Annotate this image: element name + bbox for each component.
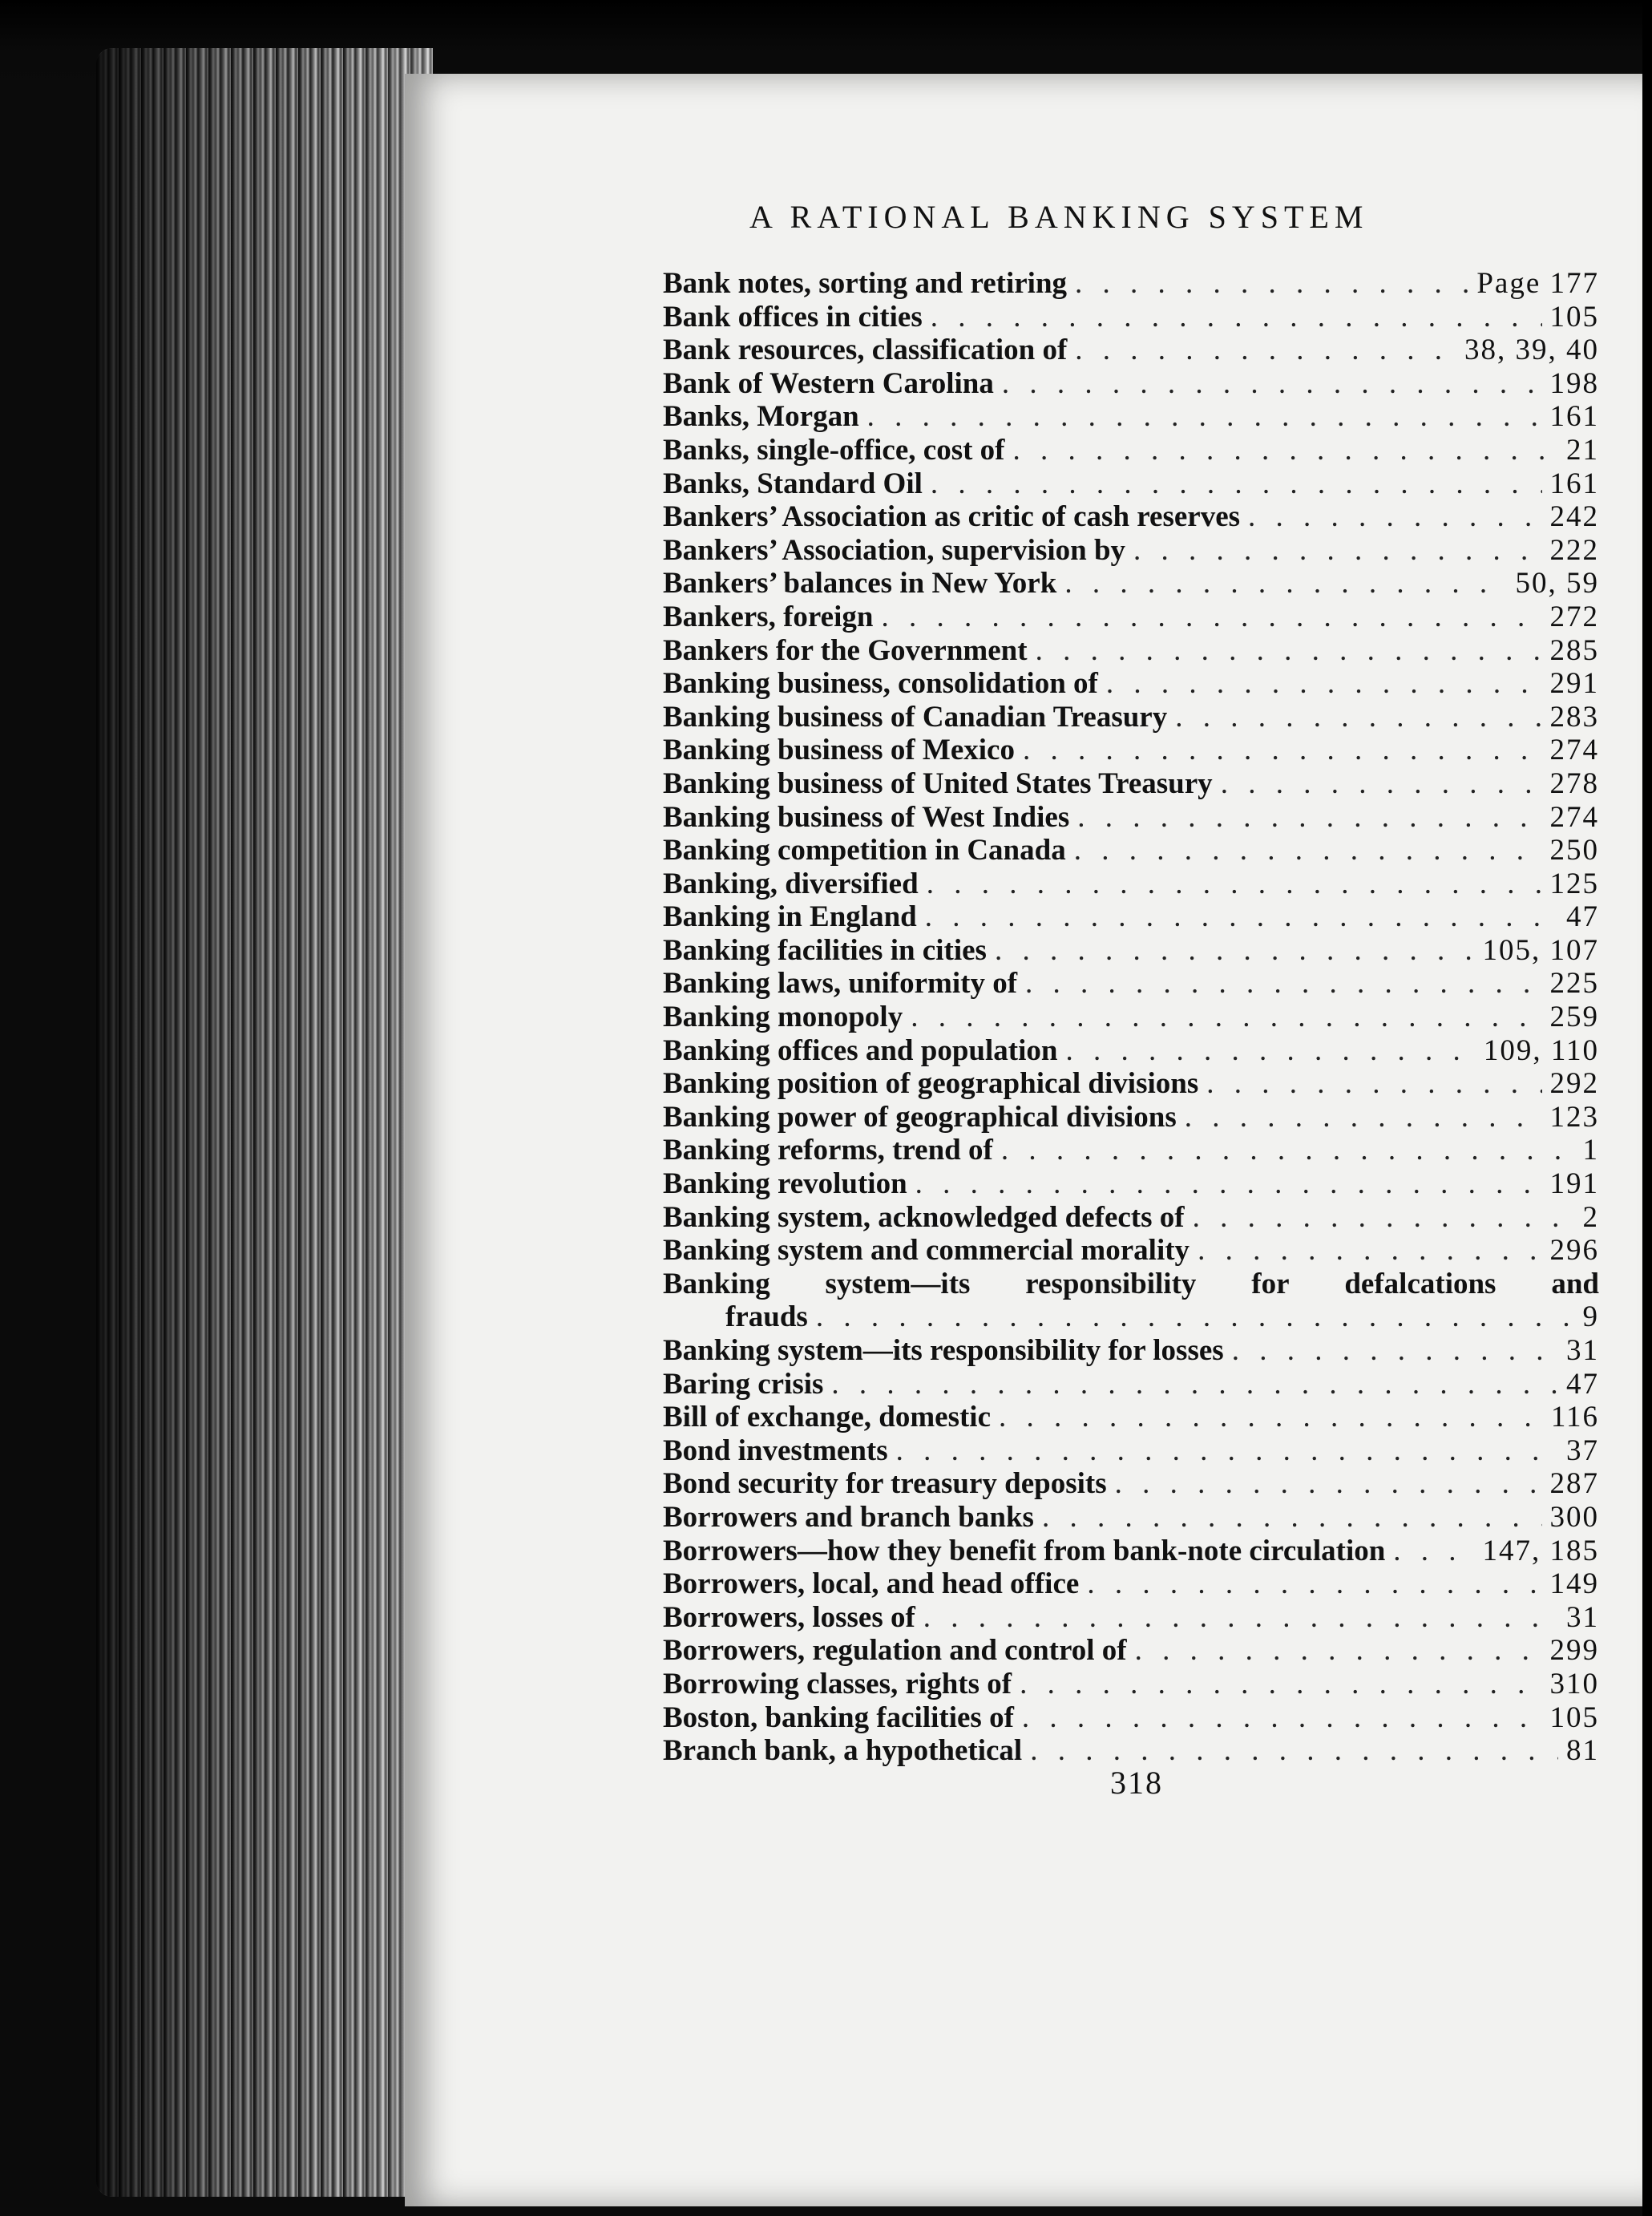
index-term: Banking system—its responsibility for losses <box>663 1334 1224 1367</box>
index-page-ref: 31 <box>1566 1600 1599 1634</box>
index-entry <box>663 566 1599 600</box>
index-entry <box>663 499 1599 533</box>
dot-leader <box>925 900 1558 933</box>
index-term: Banking business of Mexico <box>663 734 1015 766</box>
index-term: Banking monopoly <box>663 1001 903 1033</box>
book-page <box>405 74 1652 2206</box>
index-entry <box>663 1100 1599 1134</box>
index-term: Banking in England <box>663 900 917 933</box>
index-term-word: defalcations <box>1344 1267 1496 1300</box>
index-page-ref: 292 <box>1549 1067 1599 1100</box>
dot-leader <box>1002 366 1542 400</box>
index-page-ref: 9 <box>1582 1300 1599 1333</box>
index-entry <box>663 1033 1599 1067</box>
dot-leader <box>1232 1333 1558 1367</box>
index-entry-continuation <box>663 1300 1599 1333</box>
index-term: Banking, diversified <box>663 867 919 900</box>
index-entry <box>663 1200 1599 1234</box>
index-entry <box>663 1700 1599 1734</box>
index-page-ref: 274 <box>1549 800 1599 834</box>
index-entry <box>663 433 1599 467</box>
index-term: Bill of exchange, domestic <box>663 1401 992 1434</box>
index-term: Banking system, acknowledged defects of <box>663 1200 1185 1234</box>
dot-leader <box>1193 1200 1575 1234</box>
index-page-ref: 259 <box>1549 1001 1599 1033</box>
index-entry <box>663 733 1599 766</box>
index-page-ref: 191 <box>1549 1167 1599 1200</box>
index-page-ref: 250 <box>1549 834 1599 867</box>
index-term-word: for <box>1251 1267 1290 1300</box>
dot-leader <box>1074 833 1542 867</box>
dot-leader <box>927 867 1542 900</box>
dot-leader <box>1022 1700 1542 1734</box>
index-entry <box>663 600 1599 633</box>
dot-leader <box>831 1367 1558 1401</box>
dot-leader <box>1025 966 1541 1000</box>
index-term: Banks, Standard Oil <box>663 467 923 500</box>
index-page-ref: 149 <box>1549 1567 1599 1600</box>
scan-border <box>1642 0 1652 2216</box>
index-page-ref: 225 <box>1549 967 1599 1001</box>
dot-leader <box>1036 633 1542 667</box>
index-entry <box>663 467 1599 500</box>
index-page-ref: 37 <box>1566 1434 1599 1467</box>
index-term: Bankers for the Government <box>663 633 1028 667</box>
index-term: Borrowers, local, and head office <box>663 1567 1080 1600</box>
index-entry <box>663 333 1599 366</box>
dot-leader <box>896 1434 1558 1467</box>
index-page-ref: 278 <box>1549 766 1599 800</box>
index-page-ref: 242 <box>1549 500 1599 533</box>
index-term: Bond investments <box>663 1434 888 1467</box>
index-page-ref: 222 <box>1549 533 1599 567</box>
index-entry <box>663 766 1599 800</box>
dot-leader <box>1030 1733 1558 1767</box>
index-term-word: responsibility <box>1025 1267 1197 1300</box>
index-term: Boston, banking facilities of <box>663 1700 1014 1734</box>
index-term: Banking position of geographical divisions <box>663 1067 1199 1100</box>
dot-leader <box>1175 700 1541 734</box>
dot-leader <box>1135 1633 1542 1667</box>
index-entry <box>663 1534 1599 1567</box>
index-page-ref: 105 <box>1549 1700 1599 1734</box>
index-term: Branch bank, a hypothetical <box>663 1734 1023 1767</box>
index-term: Bank offices in cities <box>663 300 923 334</box>
index-page-ref: 105 <box>1549 300 1599 334</box>
index-term: Banking business of West Indies <box>663 800 1070 834</box>
index-page-ref: 50, 59 <box>1515 567 1599 600</box>
index-term: Banking competition in Canada <box>663 834 1066 867</box>
index-page-ref: 299 <box>1549 1634 1599 1667</box>
index-page-ref: 296 <box>1549 1234 1599 1267</box>
index-entry <box>663 266 1599 300</box>
index-term: frauds <box>725 1300 808 1333</box>
index-entry <box>663 300 1599 334</box>
index-entry <box>663 1600 1599 1634</box>
index-entry <box>663 1233 1599 1267</box>
index-page-ref: Page 177 <box>1476 267 1599 300</box>
dot-leader <box>1185 1100 1542 1134</box>
index-page-ref: 81 <box>1566 1734 1599 1767</box>
index-term: Borrowers, losses of <box>663 1600 915 1634</box>
index-entry <box>663 833 1599 867</box>
index-page-ref: 125 <box>1549 867 1599 900</box>
index-term: Banking reforms, trend of <box>663 1134 993 1167</box>
index-entry-wrapped-line <box>663 1267 1599 1300</box>
index-entry <box>663 1500 1599 1534</box>
index-term: Bankers’ balances in New York <box>663 567 1057 600</box>
index-term: Banking power of geographical divisions <box>663 1100 1177 1134</box>
dot-leader <box>1206 1066 1541 1100</box>
index-page-ref: 147, 185 <box>1482 1534 1599 1567</box>
running-head: A RATIONAL BANKING SYSTEM <box>749 199 1369 235</box>
index-page-ref: 105, 107 <box>1482 933 1599 967</box>
index-term: Banking revolution <box>663 1167 907 1200</box>
index-entry <box>663 1167 1599 1200</box>
index-entry <box>663 1000 1599 1033</box>
index-page-ref: 272 <box>1549 600 1599 633</box>
dot-leader <box>867 399 1542 433</box>
index-page-ref: 2 <box>1582 1200 1599 1234</box>
dot-leader <box>999 1400 1543 1434</box>
dot-leader <box>1115 1466 1542 1500</box>
index-page-ref: 161 <box>1549 400 1599 433</box>
index-term: Bankers’ Association as critic of cash reserves <box>663 500 1241 533</box>
index-entry <box>663 800 1599 834</box>
index-term: Banks, single-office, cost of <box>663 433 1005 467</box>
index-entry <box>663 366 1599 400</box>
index-term-word: and <box>1551 1267 1599 1300</box>
index-page-ref: 291 <box>1549 667 1599 700</box>
index-entry <box>663 1333 1599 1367</box>
dot-leader <box>1133 533 1541 567</box>
index-page-ref: 198 <box>1549 366 1599 400</box>
page-number: 318 <box>1110 1765 1163 1801</box>
index-page-ref: 47 <box>1566 1367 1599 1401</box>
dot-leader <box>1001 1133 1575 1167</box>
index-term: Banking facilities in cities <box>663 933 987 967</box>
dot-leader <box>995 933 1475 967</box>
index-page-ref: 310 <box>1549 1667 1599 1700</box>
dot-leader <box>911 1000 1541 1033</box>
dot-leader <box>931 300 1542 334</box>
index-term: Baring crisis <box>663 1367 824 1401</box>
index-entry <box>663 1667 1599 1700</box>
index-page-ref: 1 <box>1582 1134 1599 1167</box>
index-term: Banks, Morgan <box>663 400 859 433</box>
dot-leader <box>1020 1667 1541 1700</box>
index-entry <box>663 900 1599 933</box>
index-entry <box>663 1066 1599 1100</box>
index-entry <box>663 1133 1599 1167</box>
index-term: Bank resources, classification of <box>663 334 1068 366</box>
index-term: Banking business of Canadian Treasury <box>663 700 1168 734</box>
index-page-ref: 116 <box>1550 1401 1599 1434</box>
index-term: Bankers’ Association, supervision by <box>663 533 1126 567</box>
index-term: Banking offices and population <box>663 1033 1058 1067</box>
index-page-ref: 123 <box>1549 1100 1599 1134</box>
dot-leader <box>1198 1233 1541 1267</box>
index-entry <box>663 1633 1599 1667</box>
index-entry <box>663 1466 1599 1500</box>
index-entry <box>663 867 1599 900</box>
index-page-ref: 300 <box>1549 1500 1599 1534</box>
dot-leader <box>1013 433 1559 467</box>
index-list <box>663 266 1599 1767</box>
index-page-ref: 31 <box>1566 1334 1599 1367</box>
index-term: Borrowers, regulation and control of <box>663 1634 1127 1667</box>
index-entry <box>663 633 1599 667</box>
index-term: Bank of Western Carolina <box>663 366 994 400</box>
index-entry <box>663 1400 1599 1434</box>
dot-leader <box>915 1167 1542 1200</box>
index-entry <box>663 533 1599 567</box>
index-term: Bond security for treasury deposits <box>663 1467 1107 1500</box>
index-term: Bankers, foreign <box>663 600 874 633</box>
index-page-ref: 109, 110 <box>1483 1033 1599 1067</box>
index-term: Borrowers—how they benefit from bank-note circulation <box>663 1534 1386 1567</box>
dot-leader <box>881 600 1541 633</box>
index-page-ref: 274 <box>1549 734 1599 766</box>
dot-leader <box>1221 766 1542 800</box>
dot-leader <box>1087 1567 1541 1600</box>
index-entry <box>663 1567 1599 1600</box>
dot-leader <box>1248 499 1541 533</box>
index-entry <box>663 933 1599 967</box>
index-page-ref: 287 <box>1549 1467 1599 1500</box>
index-page-ref: 38, 39, 40 <box>1464 334 1599 366</box>
dot-leader <box>1042 1500 1542 1534</box>
index-page-ref: 161 <box>1549 467 1599 500</box>
book-fore-edge-shading <box>96 48 433 2197</box>
index-page-ref: 21 <box>1566 433 1599 467</box>
index-entry <box>663 1733 1599 1767</box>
index-entry <box>663 1367 1599 1401</box>
dot-leader <box>931 467 1542 500</box>
dot-leader <box>1075 333 1456 366</box>
index-entry <box>663 700 1599 734</box>
dot-leader <box>1393 1534 1474 1567</box>
dot-leader <box>923 1600 1558 1634</box>
index-term: Borrowers and branch banks <box>663 1500 1034 1534</box>
index-term: Banking business of United States Treasury <box>663 766 1213 800</box>
index-term: Banking system and commercial morality <box>663 1234 1190 1267</box>
index-entry <box>663 1434 1599 1467</box>
dot-leader <box>1077 800 1541 834</box>
dot-leader <box>1064 566 1507 600</box>
dot-leader <box>1023 733 1542 766</box>
index-term-word: system—its <box>825 1267 971 1300</box>
index-page-ref: 285 <box>1549 633 1599 667</box>
dot-leader <box>1075 266 1468 300</box>
dot-leader <box>1106 666 1542 700</box>
index-term: Bank notes, sorting and retiring <box>663 267 1068 300</box>
index-entry <box>663 966 1599 1000</box>
index-term-word: Banking <box>663 1267 770 1300</box>
index-term: Borrowing classes, rights of <box>663 1667 1012 1700</box>
index-term: Banking laws, uniformity of <box>663 967 1018 1001</box>
index-entry <box>663 399 1599 433</box>
index-entry <box>663 666 1599 700</box>
index-term: Banking business, consolidation of <box>663 667 1098 700</box>
dot-leader <box>1065 1033 1475 1067</box>
dot-leader <box>816 1300 1575 1333</box>
index-page-ref: 47 <box>1566 900 1599 933</box>
index-page-ref: 283 <box>1549 700 1599 734</box>
